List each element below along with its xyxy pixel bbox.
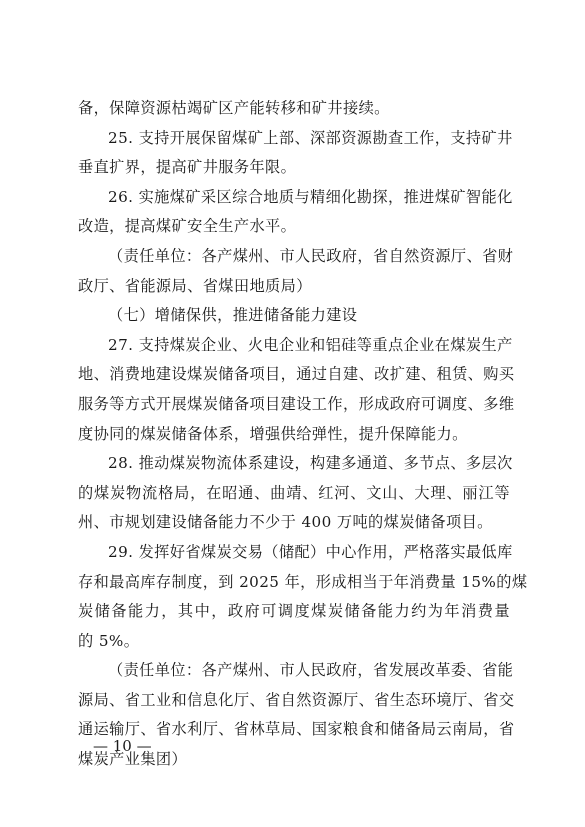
body-line: 改造，提高煤矿安全生产水平。 — [78, 217, 297, 236]
body-line: 备，保障资源枯竭矿区产能转移和矿井接续。 — [78, 99, 390, 117]
body-line: 服务等方式开展煤炭储备项目建设工作，形成政府可调度、多维 — [78, 394, 515, 413]
section-heading: （七）增储保供，推进储备能力建设 — [108, 306, 358, 325]
responsibility-note-line: 源局、省工业和信息化厅、省自然资源厅、省生态环境厅、省交 — [78, 690, 515, 709]
body-line: 存和最高库存制度，到 2025 年，形成相当于年消费量 15%的煤 — [78, 572, 528, 591]
body-line: 26. 实施煤矿采区综合地质与精细化勘探，推进煤矿智能化 — [108, 187, 513, 206]
responsibility-note-line: （责任单位：各产煤州、市人民政府，省发展改革委、省能 — [108, 661, 514, 680]
document-page — [78, 94, 528, 775]
body-line: 的 5%。 — [78, 631, 140, 650]
body-line: 州、市规划建设储备能力不少于 400 万吨的煤炭储备项目。 — [78, 513, 493, 532]
body-line: 的煤炭物流格局，在昭通、曲靖、红河、文山、大理、丽江等 — [78, 483, 510, 502]
body-line: 25. 支持开展保留煤矿上部、深部资源勘查工作，支持矿井 — [108, 128, 513, 147]
body-line: 地、消费地建设煤炭储备项目，通过自建、改扩建、租赁、购买 — [78, 365, 515, 384]
responsibility-note-line: （责任单位：各产煤州、市人民政府，省自然资源厅、省财 — [108, 246, 514, 265]
responsibility-note-line: 煤炭产业集团） — [78, 750, 188, 769]
body-line: 度协同的煤炭储备体系，增强供给弹性，提升保障能力。 — [78, 424, 468, 443]
body-line: 28. 推动煤炭物流体系建设，构建多通道、多节点、多层次 — [108, 454, 513, 473]
body-line: 垂直扩界，提高矿井服务年限。 — [78, 158, 297, 177]
responsibility-note-line: 通运输厅、省水利厅、省林草局、国家粮食和储备局云南局，省 — [78, 720, 515, 739]
body-line: 27. 支持煤炭企业、火电企业和铝硅等重点企业在煤炭生产 — [108, 335, 513, 354]
body-line: 炭储备能力，其中，政府可调度煤炭储备能力约为年消费量 — [78, 602, 510, 621]
responsibility-note-line: 政厅、省能源局、省煤田地质局） — [78, 276, 312, 295]
body-line: 29. 发挥好省煤炭交易（储配）中心作用，严格落实最低库 — [108, 542, 513, 561]
page-number: — 10 — — [93, 737, 152, 755]
